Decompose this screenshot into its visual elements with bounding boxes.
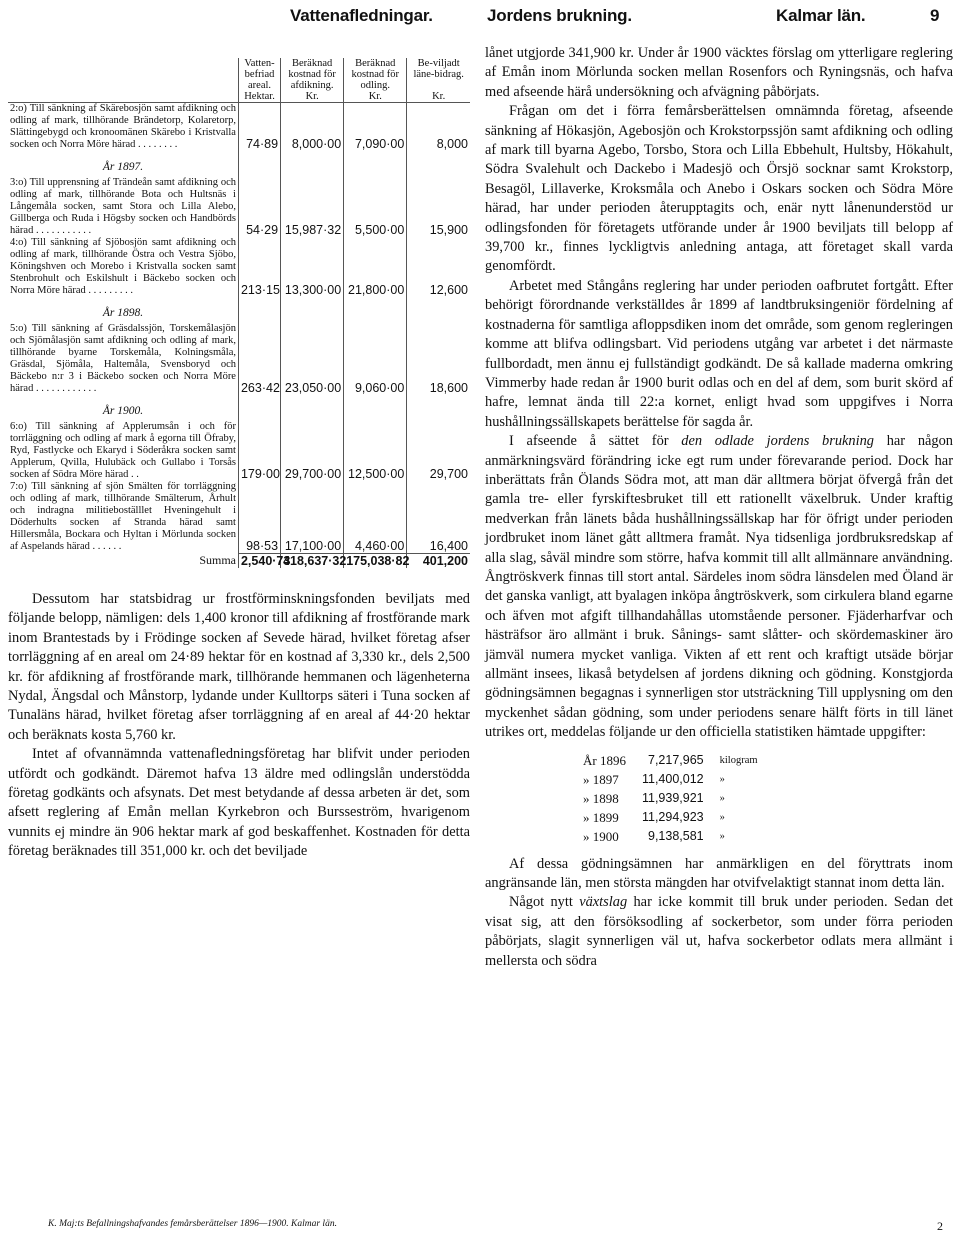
table-row <box>8 103 470 152</box>
row-area: 179·00 <box>238 421 280 481</box>
row-description: 7:o) Till sänkning af sjön Smälten för torrläggning och odling af mark, tillhörande Smälterum, Århult och indragna militieboställlet Hveningehult i Döderhults socken af Stranda härad samt Hillersmåla, Bockara och Hyltan i Mörlunda socken af Aspelands härad . . . . . . <box>10 481 236 552</box>
row-afdikning: 15,987·32 <box>281 177 344 237</box>
table-row <box>8 481 470 553</box>
stats-row <box>575 751 766 770</box>
paragraph: I afseende å sättet för den odlade jordens brukning har någon anmärkningsvärd förändring icke egt rum under förevarande period. Dock har inberättats från Ölands Södra mot, att man där alltmera börjat öfvergå från det gamla tre- eller fyrskiftesbruket till ett rationellt växelbruk. Under kraftig medverkan från länets båda hushållningssällskap har för öfrigt under perioden jordbruket inom länet gått alltmera framåt. Nya tidsenliga jordbruksredskap af alla slag, såväl mindre som större, hafva kommit till allt allmännare användning. Ångtröskverk finnas till stort antal. Särdeles inom södra länsdelen med Öland är det ganska vanligt, att byalagen inköpa ångtröskverk, som cirkulera bland egarne och äfven mot afgift tillhandahållas utomstående personer. Fjäderharfvar och hästräfsor äro allmänt i bruk. Sånings- samt slåtter- och skördemaskiner äro jämväl numera mycket vanliga. Vikten af ett rent och kraftigt utsäde börjar allmänt insees, likaså betydelsen af jordens dikning och gödning. Konstgjorda gödningsämnen begagnas i synnerligen stor utsträckning Till upplysning om den myckenhet sådan gödning, som under periodens senare hälft förts in till länet utrikes ort, meddelas följande ur den officiella statistiken hämtade uppgifter: <box>485 433 953 741</box>
row-odling: 21,800·00 <box>344 237 407 297</box>
row-area: 54·29 <box>238 177 280 237</box>
sum-label: Summa <box>199 553 236 567</box>
row-bidrag: 29,700 <box>407 421 470 481</box>
unit-afdikning: Kr. <box>281 91 344 103</box>
paragraph: Något nytt växtslag har icke kommit till bruk under perioden. Sedan det visat sig, att den försöksodling af sockerbetor, som under förra perioden påbörjats, slagit synnerligen väl ut, hafva sockerbetor odlats mera allmänt i mellersta och södra <box>485 894 953 969</box>
row-odling: 9,060·00 <box>344 323 407 395</box>
paragraph: Frågan om det i förra femårsberättelsen omnämnda företag, afseende sänkning af Hökasjön, Agebosjön och Krokstorpssjön samt afdikning och odling af mark till byarna Agebo, Torsbo, Stora och Lilla Ebbehult, Hultsby, Hökahult, Södra Svalehult och Dackebo i Madesjö och Örsjö socknar samt Krokstorp, Besagöl, Lillaverke, Kroksmåla och Anebo i Oskars socken och Södra Möre härad, har under perioden återupptagits och, enär nytt lånenunderstöd ur odlingsfonden för företagets utförande under år 1900 beviljats till belopp af 39,700 kr., finnes lyckligtvis anledning antaga, att företaget skall varda genomfördt. <box>485 103 953 275</box>
row-bidrag: 15,900 <box>407 177 470 237</box>
stats-value: 11,400,012 <box>641 771 704 786</box>
stats-value: 9,138,581 <box>648 829 704 844</box>
table-unit-row <box>8 91 470 103</box>
emphasis: växtslag <box>579 894 628 911</box>
running-header <box>0 0 960 26</box>
footer-number: 2 <box>937 1219 943 1233</box>
right-column <box>485 44 953 971</box>
row-description: 4:o) Till sänkning af Sjöbosjön samt afdikning och odling af mark, tillhörande Östra och Vestra Sjöbo, Köningshven och Morebo i Kristvalla socken samt Stenbrohult och Eskilshult i Bäckebo socken och Norra Möre härad . . . . . . . . . <box>10 237 236 296</box>
stats-row <box>575 808 766 827</box>
row-description: 3:o) Till upprensning af Trändeån samt afdikning och odling af mark, tillhörande Bota och Hultsnäs i Långemåla socken, samt Stora och Lilla Alebo, Gillberga och Ruda i Högsby socken och Handbörds härad . . . . . . . . . . . <box>10 177 236 236</box>
row-area: 98·53 <box>238 481 280 553</box>
fertilizer-stats <box>485 751 953 847</box>
stats-table <box>575 751 766 847</box>
row-bidrag: 12,600 <box>407 237 470 297</box>
stats-unit: » <box>719 793 725 805</box>
stats-value: 11,939,921 <box>641 791 704 806</box>
year-row <box>8 297 470 323</box>
row-area: 74·89 <box>238 103 280 152</box>
table-row <box>8 237 470 297</box>
sum-odling: 175,038·82 <box>344 553 407 568</box>
paragraph: Arbetet med Stångåns reglering har under perioden oafbrutet fortgått. Efter behörigt förordnande verkställdes år 1899 af landtbruksingeniör fördelning af kostnaderna för samtliga afloppsdiken inom det område, som genom regleringen komme att blifva odlingsbart. Vid periodens utgång var arbetet i det närmaste fullbordadt, men ännu ej fullständigt godkändt. De så kallade maderna omkring Vimmerby hade redan år 1900 burit odlas och en del af dem, som burit skörd af hafre, lemnat ända till 22:a kornet, enligt hvad som uppgifves i Norra hushållningssällskapets berättelse för sagda år. <box>485 277 953 430</box>
table-body <box>8 103 470 569</box>
table-header-row <box>8 58 470 91</box>
stats-year: År 1896 <box>583 752 626 768</box>
stats-value: 11,294,923 <box>641 810 704 825</box>
year-label: År 1897. <box>102 161 144 173</box>
table-row <box>8 177 470 237</box>
left-body-text <box>8 590 470 862</box>
col-afdikning-header: Beräknad kostnad för afdikning. <box>281 58 344 91</box>
left-column <box>8 58 470 862</box>
sum-bidrag: 401,200 <box>407 553 470 568</box>
header-left: Vattenafledningar. <box>290 6 433 25</box>
year-row <box>8 151 470 177</box>
row-bidrag: 16,400 <box>407 481 470 553</box>
row-area: 213·15 <box>238 237 280 297</box>
table-row <box>8 323 470 395</box>
row-bidrag: 18,600 <box>407 323 470 395</box>
footnote: K. Maj:ts Befallningshafvandes femårsberättelser 1896—1900. Kalmar län. <box>48 1219 337 1229</box>
stats-year: » 1900 <box>583 829 619 845</box>
row-description: 2:o) Till sänkning af Skärebosjön samt afdikning och odling af mark, tillhörande Brändetorp, Kolaretorp, Slättingebygd och kronoomänen Skärebo i Kristvalla socken och Norra Möre härad . . . . . . . . <box>10 103 236 150</box>
drainage-table <box>8 58 470 568</box>
row-description: 5:o) Till sänkning af Gräsdalssjön, Torskemålasjön och Sjömålasjön samt afdikning och odling af mark, tillhörande byarne Torskemåla, Kolningsmåla, Gräsdal, Sjömåla, Haltemåla, Svensboryd och Bäckebo n:r 3 i Bäckebo socken och Norra Möre härad . . . . . . . . . . . . <box>10 323 236 394</box>
stats-row <box>575 827 766 846</box>
col-odling-header: Beräknad kostnad för odling. <box>344 58 407 91</box>
row-area: 263·42 <box>238 323 280 395</box>
row-afdikning: 29,700·00 <box>281 421 344 481</box>
paragraph: Intet af ofvannämnda vattenafledningsföretag har blifvit under perioden utfördt och godkändt. Däremot hafva 13 äldre med odlingslån understödda företag godkänts och afsynats. Det mest betydande af dessa arbeten är det, som afsett reglering af Emån mellan Kyrkebron och Bursseström, hvarigenom vunnits ej mindre än 906 hektar mark af god beskaffenhet. Kostnaden för detta företag beräknades till 351,000 kr. och det beviljade <box>8 746 470 860</box>
row-odling: 5,500·00 <box>344 177 407 237</box>
stats-year: » 1897 <box>583 771 619 787</box>
header-right: Kalmar län. <box>776 6 866 25</box>
stats-year: » 1899 <box>583 810 619 826</box>
row-afdikning: 8,000·00 <box>281 103 344 152</box>
page-number: 9 <box>930 6 940 25</box>
unit-area: Hektar. <box>238 91 280 103</box>
stats-row <box>575 770 766 789</box>
row-description: 6:o) Till sänkning af Applerumsån i och för torrläggning och odling af mark å egorna till Öfraby, Ryd, Fastlycke och Ekaryd i Söderåkra socken samt Applerum, Qvilla, Hulubäck och Gullabo i Torsås socken af Södra Möre härad . . <box>10 421 236 480</box>
row-afdikning: 17,100·00 <box>281 481 344 553</box>
row-afdikning: 23,050·00 <box>281 323 344 395</box>
paragraph: lånet utgjorde 341,900 kr. Under år 1900 väcktes förslag om ytterligare reglering af Emån inom Mörlunda socken mellan Rosenfors och Ryningsnäs, och hafva med afseende härå undersökning och afvägning påbörjats. <box>485 45 953 100</box>
col-area-header: Vatten-befriad areal. <box>238 58 280 91</box>
header-middle: Jordens brukning. <box>487 6 632 25</box>
stats-year: » 1898 <box>583 791 619 807</box>
table-row <box>8 421 470 481</box>
year-row <box>8 395 470 421</box>
row-odling: 7,090·00 <box>344 103 407 152</box>
row-bidrag: 8,000 <box>407 103 470 152</box>
unit-bidrag: Kr. <box>407 91 470 103</box>
paragraph: Af dessa gödningsämnen har anmärkligen en del föryttrats inom angränsande län, men största mängden har otvifvelaktigt stannat inom detta län. <box>485 855 953 892</box>
paragraph: Dessutom har statsbidrag ur frostförminskningsfonden beviljats med följande belopp, nämligen: dels 1,400 kronor till afdikning af frostförande mark inom Brantestads by i Frödinge socken af Sevede härad, hvilket företag afser torrläggning af en areal om 24·89 hektar för en kostnad af 3,330 kr., dels 2,500 kr. för afdikning af frostförande mark, tillhörande hemmanen och lägenheterna Nydal, Ängsdal och Månstorp, lydande under Kulltorps säteri i Tuna socken af Tunaläns härad, hvilket företag afser torrläggning af en areal af 44·20 hektar och beräknats kosta 5,760 kr. <box>8 591 470 743</box>
sum-area: 2,540·73 <box>238 553 280 568</box>
sum-row <box>8 553 470 568</box>
unit-odling: Kr. <box>344 91 407 103</box>
sum-afdikning: 418,637·32 <box>281 553 344 568</box>
stats-row <box>575 789 766 808</box>
stats-unit: kilogram <box>719 754 758 766</box>
row-odling: 4,460·00 <box>344 481 407 553</box>
col-bidrag-header: Be-viljadt läne-bidrag. <box>407 58 470 91</box>
stats-value: 7,217,965 <box>648 752 704 767</box>
year-label: År 1898. <box>102 307 144 319</box>
emphasis: den odlade jordens brukning <box>681 433 874 450</box>
stats-unit: » <box>719 831 725 843</box>
stats-unit: » <box>719 773 725 785</box>
stats-unit: » <box>719 812 725 824</box>
row-odling: 12,500·00 <box>344 421 407 481</box>
row-afdikning: 13,300·00 <box>281 237 344 297</box>
year-label: År 1900. <box>102 405 144 417</box>
